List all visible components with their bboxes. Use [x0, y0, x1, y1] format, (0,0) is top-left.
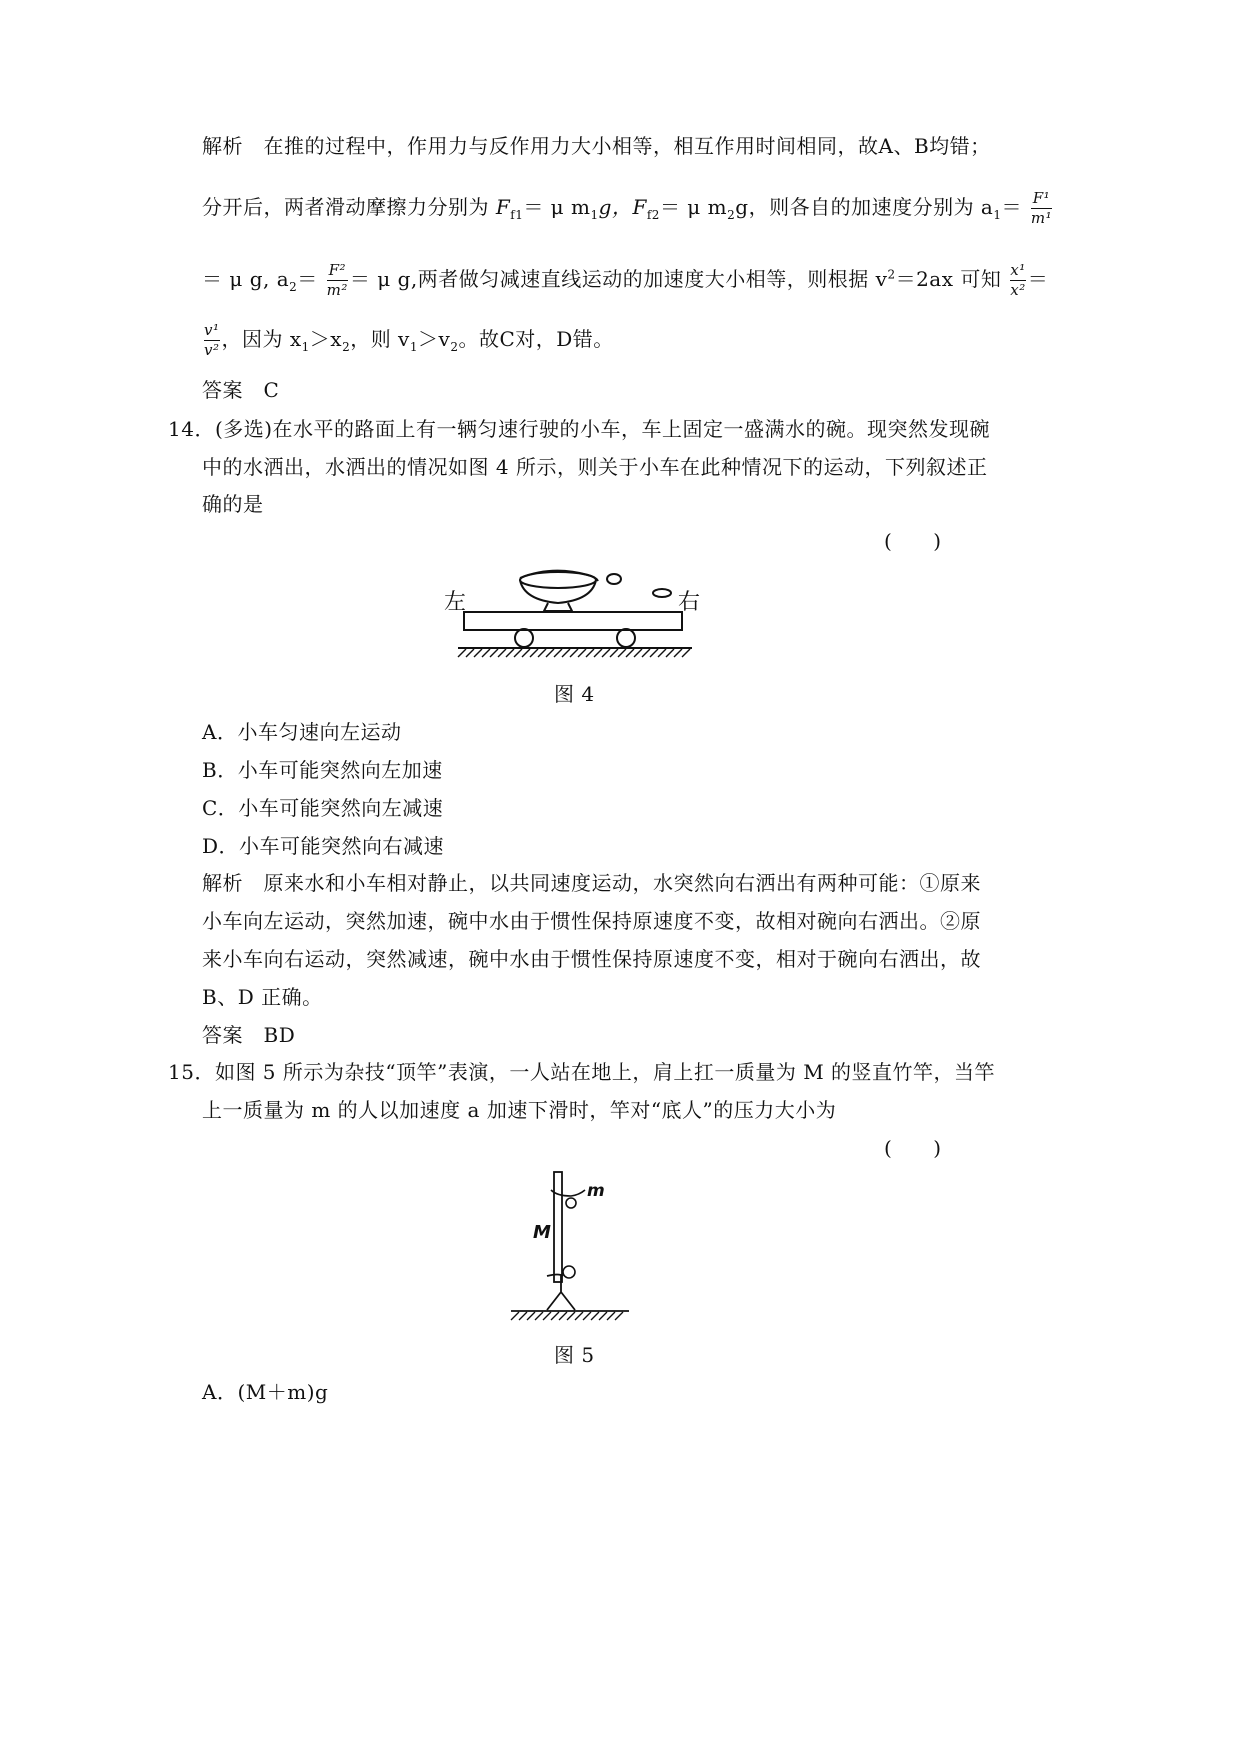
hatch-line: [498, 649, 506, 657]
bamboo-pole: [554, 1172, 562, 1282]
hatch-line: [506, 649, 514, 657]
fraction-f1-m1: [1031, 190, 1052, 227]
hatch-line: [642, 649, 650, 657]
hatch-line: [650, 649, 658, 657]
num: x¹: [1010, 261, 1026, 279]
q14-analysis-line-1: 解析 原来水和小车相对静止，以共同速度运动，水突然向右洒出有两种可能：①原来: [202, 871, 981, 895]
sub: 1: [590, 208, 599, 222]
hatch-line: [594, 649, 602, 657]
text: ＝: [1027, 267, 1049, 291]
hatch-line: [466, 649, 474, 657]
hatch-line: [546, 649, 554, 657]
hatch-line: [522, 649, 530, 657]
hatch-line: [554, 649, 562, 657]
hatch-line: [575, 1312, 583, 1320]
fraction-v1-v2: [204, 322, 220, 359]
q15-line-2: 上一质量为 m 的人以加速度 a 加速下滑时，竿对“底人”的压力大小为: [202, 1098, 837, 1122]
hatch-line: [458, 649, 466, 657]
q14-analysis-line-3: 来小车向右运动，突然减速，碗中水由于惯性保持原速度不变，相对于碗向右洒出，故: [202, 947, 981, 971]
hatch-line: [615, 1312, 623, 1320]
text: ＝ μ m: [523, 195, 591, 219]
cart-wheel-right: [617, 629, 635, 647]
hatch-line: [519, 1312, 527, 1320]
sub: f2: [646, 208, 660, 222]
q14-analysis-line-4: B、D 正确。: [202, 985, 323, 1009]
option-c: C．小车可能突然向左减速: [202, 796, 444, 820]
hatch-line: [666, 649, 674, 657]
text: ＝: [297, 267, 318, 291]
den: v²: [204, 341, 220, 359]
sub: 2: [289, 280, 298, 294]
q15-line-1: 15．如图 5 所示为杂技“顶竿”表演，一人站在地上，肩上扛一质量为 M 的竖直竹竿，当竿: [168, 1060, 996, 1084]
option-d: D．小车可能突然向右减速: [202, 834, 445, 858]
den: x²: [1010, 281, 1026, 299]
q14-answer-paren: ( ): [884, 529, 942, 553]
sub: 2: [342, 340, 351, 354]
label-m: m: [587, 1181, 605, 1201]
figure-5-caption: 图 5: [554, 1343, 595, 1367]
answer-14: 答案 BD: [202, 1023, 296, 1047]
num: F²: [328, 261, 346, 279]
analysis-line-4: [202, 322, 614, 359]
bowl-body: [520, 580, 596, 603]
label-left: 左: [444, 590, 467, 615]
text: ＝2ax 可知: [895, 267, 1002, 291]
analysis-line-2: [202, 190, 1054, 227]
hatch-line: [682, 649, 690, 657]
hatch-line: [538, 649, 546, 657]
symbol: F: [495, 195, 511, 219]
text: ＞x: [309, 327, 343, 351]
sub: f1: [510, 208, 524, 222]
cart-wheel-left: [515, 629, 533, 647]
text: ＝ μ g,两者做匀减速直线运动的加速度大小相等，则根据 v: [349, 267, 888, 291]
hatch-line: [610, 649, 618, 657]
text: ＞v: [418, 327, 451, 351]
option-b: B．小车可能突然向左加速: [202, 758, 443, 782]
hatch-line: [543, 1312, 551, 1320]
figure-5-pole-act: [505, 1170, 635, 1330]
hatch-line: [514, 649, 522, 657]
hatch-line: [474, 649, 482, 657]
base-person-body: [547, 1274, 575, 1310]
cart-body: [464, 612, 682, 630]
sub: 2: [450, 340, 459, 354]
hatch-line: [583, 1312, 591, 1320]
hatch-line: [591, 1312, 599, 1320]
q15-answer-paren: ( ): [884, 1136, 942, 1160]
text: ＝: [1001, 195, 1022, 219]
base-person-head: [563, 1266, 575, 1278]
den: m¹: [1030, 209, 1053, 227]
hatch-line: [658, 649, 666, 657]
figure-4-caption: 图 4: [554, 682, 595, 706]
hatch-line: [674, 649, 682, 657]
text: g，则各自的加速度分别为 a: [735, 195, 994, 219]
hatch-line: [567, 1312, 575, 1320]
hatch-line: [634, 649, 642, 657]
hatch-line: [599, 1312, 607, 1320]
hatch-line: [586, 649, 594, 657]
q14-line-2: 中的水洒出，水洒出的情况如图 4 所示，则关于小车在此种情况下的运动，下列叙述正: [202, 455, 988, 479]
hatch-line: [482, 649, 490, 657]
fraction-x1-x2: [1010, 262, 1025, 299]
label-M: M: [533, 1222, 551, 1243]
option-a: A．小车匀速向左运动: [202, 720, 402, 744]
hatch-line: [626, 649, 634, 657]
num: F¹: [1032, 189, 1051, 207]
ground-hatch: [511, 1312, 623, 1320]
q15-option-a: A．(M＋m)g: [202, 1380, 329, 1404]
text: ＝ μ m: [659, 195, 728, 219]
hatch-line: [618, 649, 626, 657]
climber-body: [551, 1190, 585, 1196]
analysis-line-1: 解析 在推的过程中，作用力与反作用力大小相等，相互作用时间相同，故A、B均错；: [202, 134, 991, 158]
hatch-line: [535, 1312, 543, 1320]
figure-4-cart-bowl: [440, 565, 720, 665]
q14-analysis-line-2: 小车向左运动，突然加速，碗中水由于惯性保持原速度不变，故相对碗向右洒出。②原: [202, 909, 981, 933]
sub: 1: [409, 340, 418, 354]
q14-line-3: 确的是: [202, 492, 264, 516]
water-drop-1: [607, 574, 621, 584]
label-right: 右: [678, 590, 701, 615]
hatch-line: [562, 649, 570, 657]
hatch-line: [570, 649, 578, 657]
text: ，则 v: [350, 327, 410, 351]
text: 。故C对，D错。: [458, 327, 614, 351]
hatch-line: [578, 649, 586, 657]
hatch-line: [490, 649, 498, 657]
bowl-base: [544, 603, 572, 611]
sub: 2: [727, 208, 736, 222]
bowl-top: [520, 572, 596, 588]
answer-13: 答案 C: [202, 378, 280, 402]
hatch-line: [551, 1312, 559, 1320]
analysis-line-3: [202, 262, 1048, 299]
text: 分开后，两者滑动摩擦力分别为: [202, 195, 496, 219]
water-drop-2: [653, 589, 671, 597]
num: v¹: [204, 321, 220, 339]
fraction-f2-m2: [327, 262, 348, 299]
hatch-line: [607, 1312, 615, 1320]
text: ＝ μ g, a: [202, 267, 290, 291]
sub: 1: [301, 340, 310, 354]
symbol: F: [632, 195, 647, 219]
q14-line-1: 14．(多选)在水平的路面上有一辆匀速行驶的小车，车上固定一盛满水的碗。现突然发现碗: [168, 417, 991, 441]
hatch-line: [511, 1312, 519, 1320]
climber-head: [566, 1198, 576, 1208]
sup: 2: [887, 267, 896, 282]
text: g，: [598, 195, 633, 219]
hatch-line: [602, 649, 610, 657]
hatch-line: [530, 649, 538, 657]
den: m²: [326, 281, 348, 299]
hatch-line: [559, 1312, 567, 1320]
sub: 1: [993, 208, 1002, 222]
ground-hatch: [458, 649, 690, 657]
hatch-line: [527, 1312, 535, 1320]
text: ，因为 x: [221, 327, 302, 351]
